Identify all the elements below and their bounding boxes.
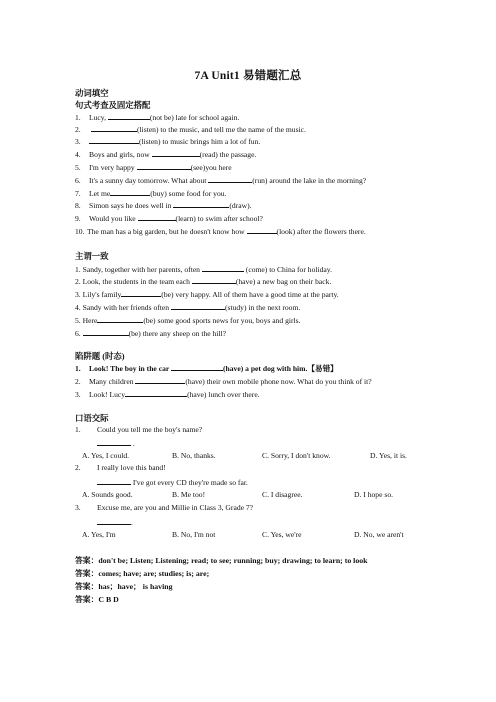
exercise-line: 6. It's a sunny day tomorrow. What about (run) around the lake in the morning? [75, 176, 367, 185]
answer-blank [121, 289, 161, 297]
answer-blank [152, 149, 200, 157]
answer-blank [125, 389, 187, 397]
dialogue-blank-line: . [97, 517, 133, 527]
answer-blank [91, 124, 137, 132]
option-a: A. Yes, I could. [82, 451, 130, 460]
answer-key-line: 答案：has；have； is having [75, 582, 173, 591]
dialogue-question: 3. Excuse me, are you and Millie in Class 3, Grade 7? [75, 503, 254, 512]
exercise-line: 8. Simon says he does well in (draw). [75, 201, 252, 210]
answer-blank [135, 376, 185, 384]
section-heading-verb-fill: 动词填空 [75, 89, 109, 98]
answer-blank [192, 276, 236, 284]
answer-blank [97, 517, 131, 525]
exercise-line: 2. (listen) to the music, and tell me the name of the music. [75, 125, 306, 134]
answer-blank [137, 162, 191, 170]
answer-blank [202, 264, 244, 272]
answer-blank [171, 302, 225, 310]
exercise-line: 10. The man has a big garden, but he doesn't know how (look) after the flowers there. [75, 227, 366, 236]
exercise-line: 3. Lily's family (be) very happy. All of them have a good time at the party. [75, 290, 339, 299]
answer-key-line: 答案：don't be; Listen; Listening; read; to see; running; buy; drawing; to learn; to look [75, 556, 368, 565]
option-d: D. I hope so. [354, 490, 394, 499]
page-title: 7A Unit1 易错题汇总 [194, 70, 302, 82]
dialogue-question: 2. I really love this band! [75, 463, 166, 472]
exercise-line: 5. I'm very happy (see)you here [75, 163, 232, 172]
option-c: C. I disagree. [262, 490, 303, 499]
answer-blank [108, 112, 150, 120]
exercise-line: 1. Look! The boy in the car (have) a pet dog with him.【易错】 [75, 364, 338, 373]
option-d: D. Yes, it is. [370, 451, 407, 460]
exercise-line: 7. Let me (buy) some food for you. [75, 189, 227, 198]
answer-blank [173, 200, 229, 208]
exercise-line: 1. Lucy, (not be) late for school again. [75, 113, 240, 122]
answer-blank [97, 477, 131, 485]
exercise-line: 9. Would you like (learn) to swim after school? [75, 214, 263, 223]
answer-blank [138, 213, 176, 221]
option-b: B. No, thanks. [172, 451, 216, 460]
exercise-line: 6. (be) there any sheep on the hill? [75, 329, 227, 338]
dialogue-reply-line: I've got every CD they're made so far. [97, 477, 248, 487]
exercise-line: 3. (listen) to music brings him a lot of fun. [75, 137, 261, 146]
option-a: A. Yes, I'm [82, 530, 116, 539]
answer-key-line: 答案：comes; have; are; studies; is; are; [75, 569, 210, 578]
exercise-line: 5. Here (be) some good sports news for you, boys and girls. [75, 316, 301, 325]
section-heading-agreement: 主谓一致 [75, 252, 109, 261]
answer-blank [97, 315, 143, 323]
option-b: B. No, I'm not [172, 530, 216, 539]
dialogue-blank-line: . [97, 438, 135, 448]
section-subheading-patterns: 句式考查及固定搭配 [75, 101, 151, 110]
exercise-line: 2. Look, the students in the team each (have) a new bag on their back. [75, 277, 332, 286]
option-c: C. Sorry, I don't know. [262, 451, 331, 460]
exercise-line: 2. Many children (have) their own mobile phone now. What do you think of it? [75, 377, 372, 386]
option-a: A. Sounds good. [82, 490, 133, 499]
exercise-line: 4. Boys and girls, now (read) the passage. [75, 150, 257, 159]
answer-blank [89, 136, 139, 144]
option-d: D. No, we aren't [354, 530, 404, 539]
option-c: C. Yes, we're [262, 530, 302, 539]
option-b: B. Me too! [172, 490, 206, 499]
exercise-line: 4. Sandy with her friends often (study) in the next room. [75, 303, 301, 312]
answer-key-line: 答案：C B D [75, 595, 119, 604]
answer-blank [83, 328, 129, 336]
exercise-line: 3. Look! Lucy (have) lunch over there. [75, 390, 260, 399]
exercise-line: 1. Sandy, together with her parents, often (come) to China for holiday. [75, 265, 332, 274]
answer-blank [171, 363, 223, 371]
dialogue-question: 1. Could you tell me the boy's name? [75, 425, 203, 434]
answer-blank [247, 226, 277, 234]
answer-blank [208, 175, 252, 183]
answer-blank [110, 188, 150, 196]
section-heading-dialogue: 口语交际 [75, 414, 109, 423]
section-heading-trap: 陷阱题 (时态) [75, 352, 125, 361]
answer-blank [97, 438, 131, 446]
